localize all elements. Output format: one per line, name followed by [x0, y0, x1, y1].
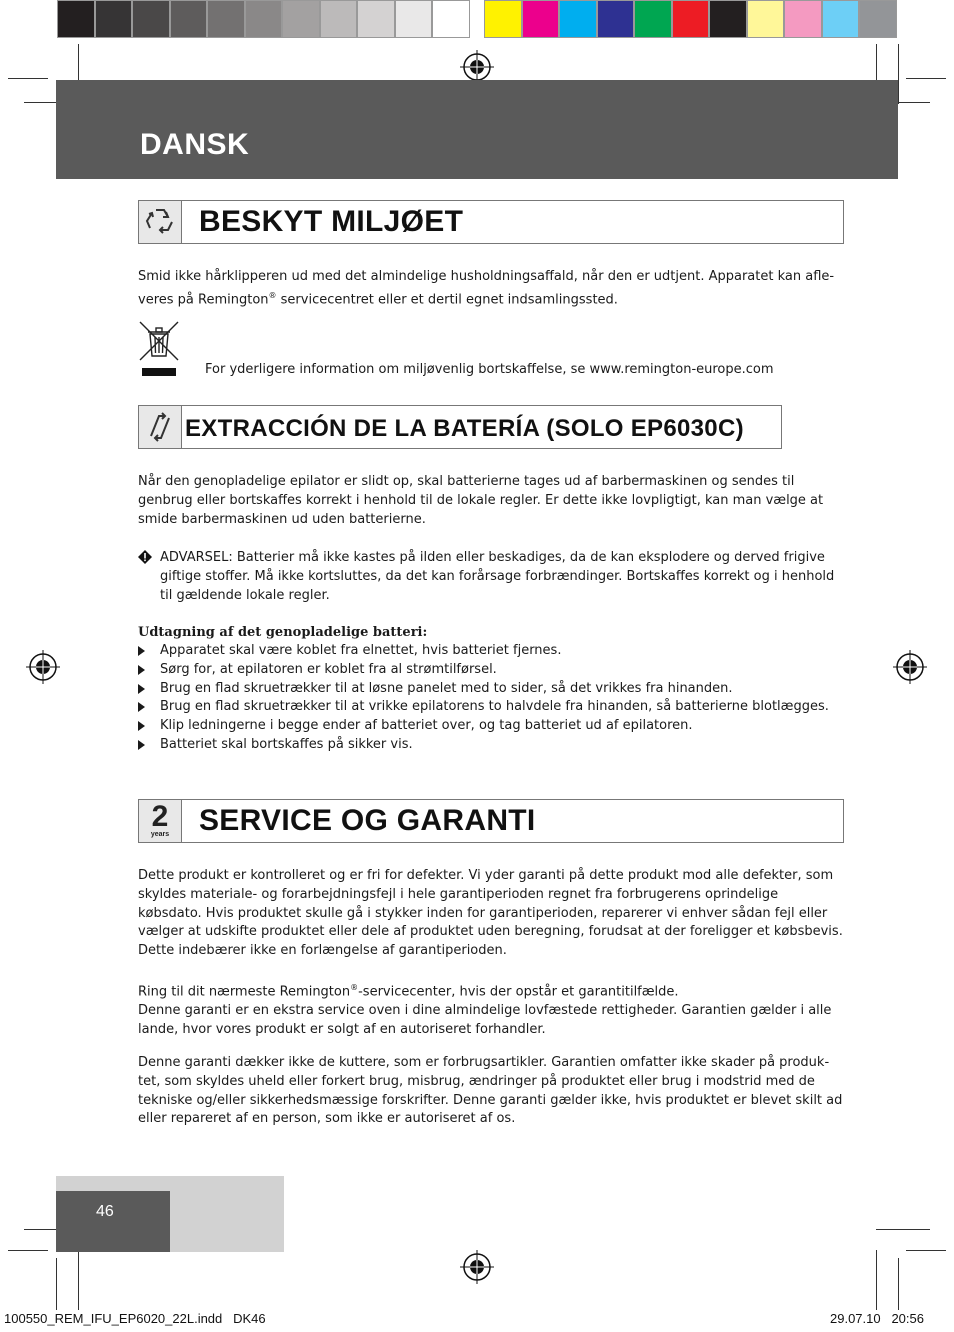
- registration-mark-icon: [460, 50, 494, 84]
- color-swatch: [709, 0, 747, 38]
- bullet-arrow-icon: [138, 740, 145, 750]
- step-text: Batteriet skal bortskaffes på sikker vis.: [160, 736, 413, 752]
- registration-mark-icon: [460, 1250, 494, 1284]
- battery-swap-icon: [139, 406, 182, 448]
- years-number: 2: [151, 800, 169, 833]
- color-calibration-bar: [484, 0, 897, 38]
- color-swatch: [282, 0, 320, 38]
- color-swatch: [395, 0, 433, 38]
- step-text: Brug en flad skruetrækker til at løsne panelet med to sider, så det vrikkes fra hinanden.: [160, 680, 733, 696]
- bullet-arrow-icon: [138, 702, 145, 712]
- battery-removal-steps: [138, 642, 844, 755]
- text-run: servicecentret eller et dertil egnet indsamlingssted.: [276, 292, 618, 308]
- color-swatch: [634, 0, 672, 38]
- text-run: Denne garanti er en ekstra service oven i dine almindelige lovfæstede rettigheder. Garantien gælder i alle lande, hvor vores produkt er solgt af en autoriseret forhandler.: [138, 1003, 832, 1037]
- language-title: DANSK: [140, 128, 250, 161]
- list-item: [138, 642, 844, 661]
- color-swatch: [207, 0, 245, 38]
- crop-mark: [78, 1250, 79, 1310]
- crop-mark: [898, 1258, 899, 1310]
- color-swatch: [245, 0, 283, 38]
- color-swatch: [784, 0, 822, 38]
- disposal-info-line: For yderligere information om miljøvenlig bortskaffelse, se www.remington-europe.com: [205, 362, 774, 377]
- warning-icon: [138, 550, 152, 564]
- color-swatch: [132, 0, 170, 38]
- color-swatch: [522, 0, 560, 38]
- page-tab-dark: [56, 1191, 170, 1252]
- section-header-battery: [138, 405, 782, 449]
- bullet-arrow-icon: [138, 721, 145, 731]
- text-run: Ring til dit nærmeste Remington: [138, 984, 351, 1000]
- color-swatch: [484, 0, 522, 38]
- warranty-paragraph-3: Denne garanti dækker ikke de kuttere, som er forbrugsartikler. Garantien omfatter ikke skader på produk-tet, som skyldes uheld eller forkert brug, misbrug, ændringer på produktet eller brug i modstrid med de tekniske og/eller sikkerhedsmæssige forskrifter. Denne garanti gælder ikke, hvis produktet er blevet skilt ad eller repareret af en person, som ikke er autoriseret af os.: [138, 1055, 843, 1127]
- bullet-arrow-icon: [138, 646, 145, 656]
- color-swatch: [747, 0, 785, 38]
- list-item: [138, 736, 844, 755]
- recycle-icon: [139, 201, 182, 243]
- bullet-arrow-icon: [138, 684, 145, 694]
- registered-mark: ®: [350, 983, 359, 992]
- color-swatch: [672, 0, 710, 38]
- section-title: EXTRACCIÓN DE LA BATERÍA (SOLO EP6030C): [185, 415, 744, 442]
- years-caption: years: [150, 831, 170, 838]
- section-header-warranty: [138, 799, 844, 843]
- crop-mark: [906, 1250, 946, 1251]
- step-text: Brug en flad skruetrækker til at vrikke epilatorens to halvdele fra hinanden, så batterierne blotlægges.: [160, 699, 829, 715]
- warranty-paragraph-2: [138, 979, 844, 1040]
- crop-mark: [898, 44, 899, 104]
- text-run: Smid ikke hårklipperen ud med det almindelige husholdningsaffald, når den er udtjent. Apparatet kan afle-veres på Remington: [138, 269, 835, 308]
- battery-paragraph: Når den genopladelige epilator er slidt op, skal batterierne tages ud af barbermaskinen og sendes til genbrug eller bortskaffes korrekt i henhold til de lokale regler. Er dette ikke lovpligtigt, kan man vælge at smide barbermaskinen ud uden batterierne.: [138, 474, 824, 527]
- print-timestamp: 29.07.10 20:56: [830, 1311, 924, 1326]
- warning-text: ADVARSEL: Batterier må ikke kastes på ilden eller beskadiges, da de kan eksplodere og derved frigive giftige stoffer. Må ikke kortsluttes, da det kan forårsage forbrændinger. Bortskaffes korrekt og i henhold til gældende lokale regler.: [160, 550, 835, 603]
- battery-removal-subheading: Udtagning af det genopladelige batteri:: [138, 625, 428, 640]
- list-item: [138, 680, 844, 699]
- file-slug: 100550_REM_IFU_EP6020_22L.indd DK46: [4, 1311, 266, 1326]
- step-text: Apparatet skal være koblet fra elnettet, hvis batteriet fjernes.: [160, 643, 562, 658]
- step-text: Sørg for, at epilatoren er koblet fra al strømtilførsel.: [160, 661, 497, 677]
- registered-mark: ®: [268, 290, 277, 300]
- color-swatch: [57, 0, 95, 38]
- warranty-paragraph-1: Dette produkt er kontrolleret og er fri for defekter. Vi yder garanti på dette produkt mod alle defekter, som skyldes materiale- og forarbejdningsfejl i hele garantiperioden regnet fra forbrugerens oprindelige købsdato. Hvis produktet skulle gå i stykker inden for garantiperioden, reparerer vi enhver sådan fejl eller vælger at udskifte produktet eller dele af produktet uden beregning, forudsat at der foreligger et købsbevis. Dette indebærer ikke en forlængelse af garantiperioden.: [138, 868, 843, 959]
- crop-mark: [8, 1250, 48, 1251]
- page-number: 46: [96, 1203, 114, 1220]
- step-text: Klip ledningerne i begge ender af batteriet over, og tag batteriet ud af epilatoren.: [160, 718, 693, 734]
- warning-block: [138, 549, 844, 605]
- crop-mark: [56, 1258, 57, 1310]
- list-item: [138, 661, 844, 680]
- list-item: [138, 717, 844, 736]
- section-header-environment: [138, 200, 844, 244]
- two-years-icon: [139, 800, 182, 842]
- section-title: BESKYT MILJØET: [199, 205, 464, 238]
- disposal-paragraph: [138, 268, 844, 310]
- registration-mark-icon: [26, 650, 60, 684]
- color-swatch: [597, 0, 635, 38]
- color-swatch: [95, 0, 133, 38]
- color-swatch: [432, 0, 470, 38]
- registration-mark-icon: [893, 650, 927, 684]
- crossed-bin-icon: [138, 318, 180, 378]
- color-swatch: [357, 0, 395, 38]
- text-run: -servicecenter, hvis der opstår et garantitilfælde.: [358, 984, 679, 1000]
- color-swatch: [320, 0, 358, 38]
- crop-mark: [8, 78, 48, 79]
- color-swatch: [822, 0, 860, 38]
- grey-calibration-bar: [57, 0, 470, 38]
- list-item: [138, 698, 844, 717]
- crop-mark: [906, 78, 946, 79]
- crop-mark: [876, 1250, 877, 1310]
- crop-mark: [876, 1229, 930, 1230]
- bullet-arrow-icon: [138, 665, 145, 675]
- color-swatch: [170, 0, 208, 38]
- color-swatch: [859, 0, 897, 38]
- color-swatch: [559, 0, 597, 38]
- section-title: SERVICE OG GARANTI: [199, 804, 536, 837]
